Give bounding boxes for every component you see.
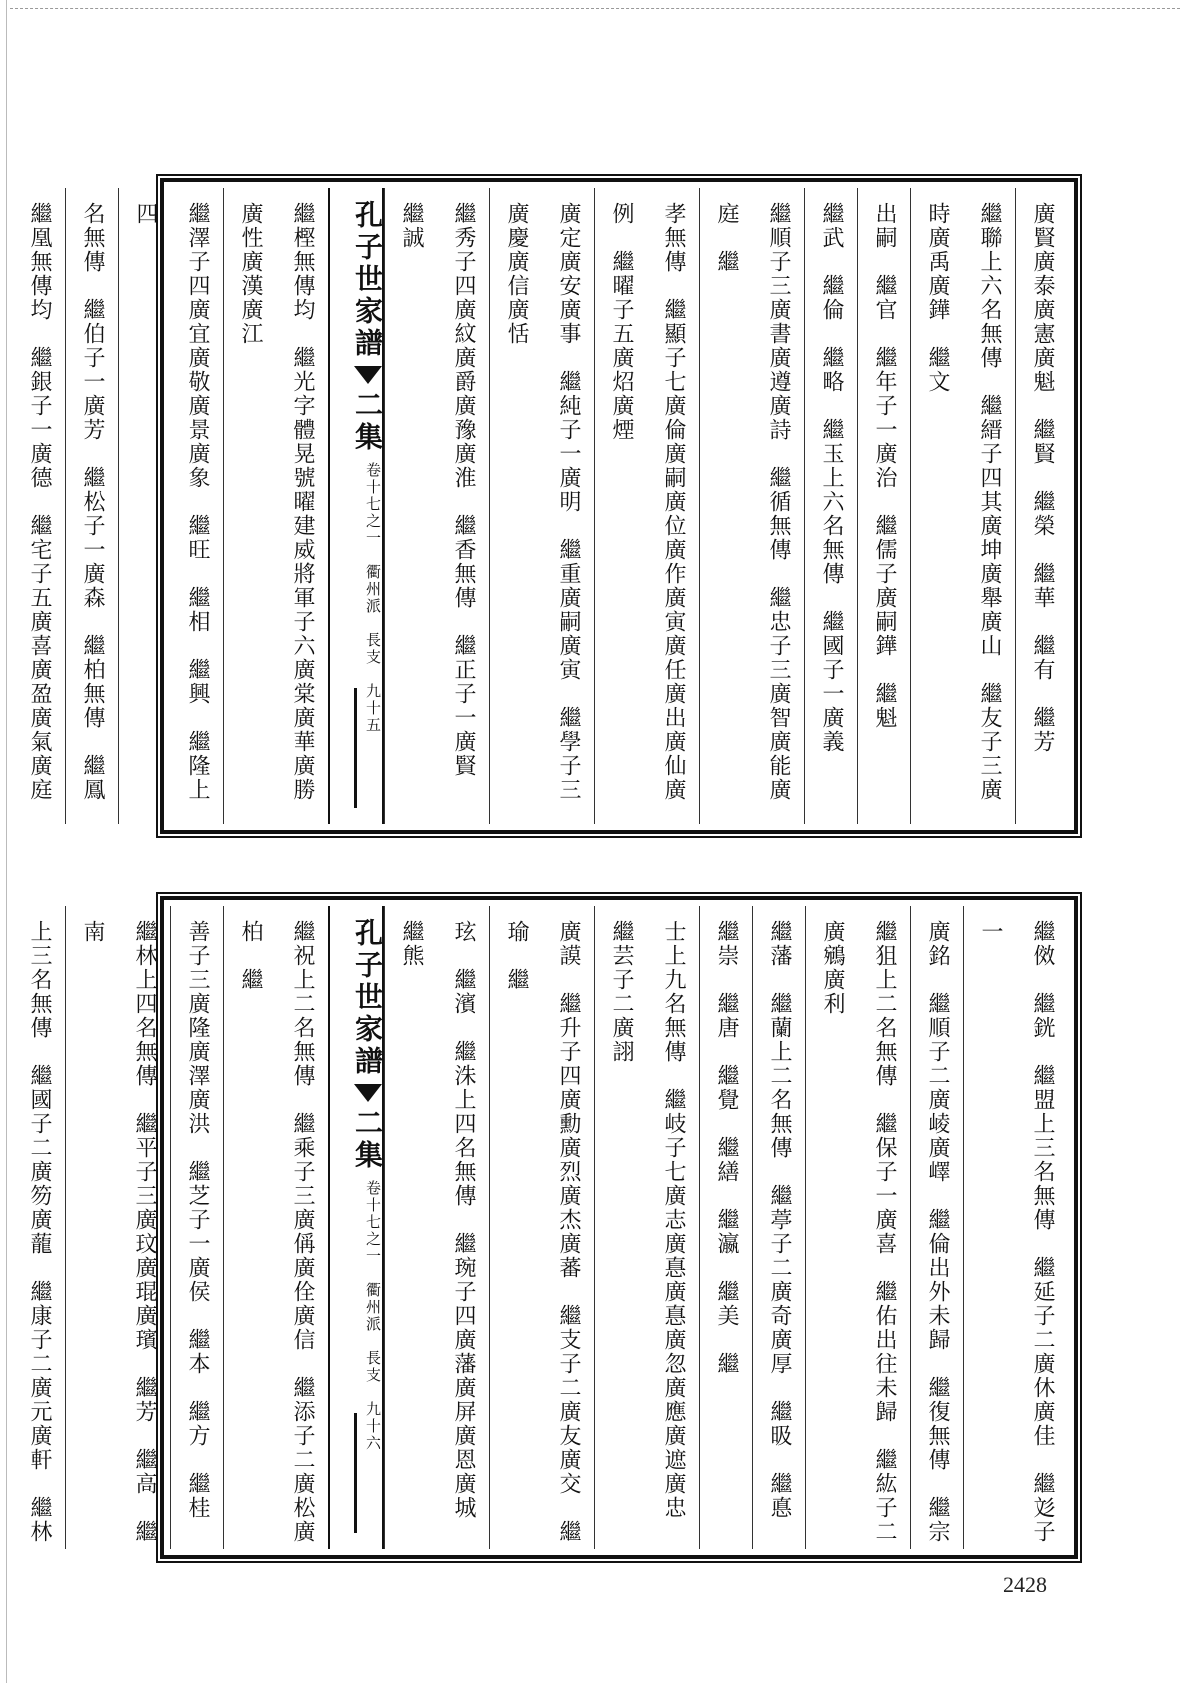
text-column: 繼聯上六名無傳 繼縉子四其廣坤廣舉廣山 繼友子三廣時廣禹廣鏵 繼文 bbox=[910, 188, 1015, 824]
center-header bbox=[328, 188, 384, 824]
page-columns bbox=[27, 188, 1068, 824]
text-column: 繼祝上二名無傳 繼乘子三廣偁廣佺廣信 繼添子二廣松廣柏 繼 bbox=[223, 906, 328, 1549]
volume-info: 卷十七之一 衢州派 長支 九十五 bbox=[364, 462, 382, 734]
text-column: 廣謨 繼升子四廣勳廣烈廣杰廣蕃 繼支子二廣友廣交 繼瑜 繼 bbox=[489, 906, 594, 1549]
fish-tail-mark-icon bbox=[354, 366, 382, 384]
text-column: 繼藩 繼蘭上二名無傳 繼葶子二廣奇廣厚 繼昅 繼悳 bbox=[752, 906, 805, 1549]
center-rule bbox=[354, 1413, 357, 1533]
text-column: 繼秀子四廣紋廣爵廣豫廣淮 繼香無傳 繼正子一廣賢 繼誠 bbox=[384, 188, 489, 824]
scan-top-marks bbox=[10, 8, 1180, 9]
book-title: 孔子世家譜 bbox=[351, 200, 384, 360]
text-column: 上三名無傳 繼國子二廣笏廣蘢 繼康子二廣元廣軒 繼林 bbox=[0, 906, 65, 1549]
center-header bbox=[328, 906, 384, 1549]
text-column: 出嗣 繼官 繼年子一廣治 繼儒子廣嗣鏵 繼魁 bbox=[857, 188, 910, 824]
text-column: 廣銘 繼順子二廣崚廣嶧 繼倫出外未歸 繼復無傳 繼宗 bbox=[910, 906, 963, 1549]
text-column: 孝無傳 繼顯子七廣倫廣嗣廣位廣作廣寅廣任廣出廣仙廣例 繼曜子五廣炤廣煙 bbox=[594, 188, 699, 824]
volume-info: 卷十七之一 衢州派 長支 九十六 bbox=[364, 1180, 382, 1452]
text-column: 繼林上四名無傳 繼平子三廣玟廣琨廣璸 繼芳 繼高 繼南 bbox=[65, 906, 170, 1549]
page-columns bbox=[27, 906, 1068, 1549]
center-rule bbox=[354, 688, 357, 808]
text-column: 繼狙上二名無傳 繼保子一廣喜 繼佑出往未歸 繼紘子二廣鵷廣利 bbox=[805, 906, 910, 1549]
text-column: 玹 繼濱 繼洙上四名無傳 繼琬子四廣藩廣屏廣恩廣城 繼熊 bbox=[384, 906, 489, 1549]
text-column: 繼傚 繼銧 繼盟上三名無傳 繼延子二廣休廣佳 繼彣子一 bbox=[963, 906, 1068, 1549]
text-column: 繼凰無傳均 繼銀子一廣德 繼宅子五廣喜廣盈廣氣廣庭 bbox=[0, 188, 65, 824]
text-column: 士上九名無傳 繼岐子七廣志廣惪廣惪廣忽廣應廣遮廣忠 繼芸子二廣詡 bbox=[594, 906, 699, 1549]
text-column: 繼澤子四廣宜廣敬廣景廣象 繼旺 繼相 繼興 繼隆上四 bbox=[118, 188, 223, 824]
collection-label: 二集 bbox=[351, 1108, 384, 1172]
text-column: 繼順子三廣書廣遵廣詩 繼循無傳 繼忠子三廣智廣能廣庭 繼 bbox=[699, 188, 804, 824]
text-column: 廣賢廣泰廣憲廣魁 繼賢 繼榮 繼華 繼有 繼芳 bbox=[1015, 188, 1068, 824]
fish-tail-mark-icon bbox=[354, 1084, 382, 1102]
collection-label: 二集 bbox=[351, 390, 384, 454]
text-column: 繼樫無傳均 繼光字體晃號曜建威將軍子六廣棠廣華廣勝廣性廣漢廣江 bbox=[223, 188, 328, 824]
text-column: 名無傳 繼伯子一廣芳 繼松子一廣森 繼柏無傳 繼鳳 bbox=[65, 188, 118, 824]
text-column: 繼崇 繼唐 繼覺 繼繕 繼瀛 繼美 繼 bbox=[699, 906, 752, 1549]
text-column: 繼武 繼倫 繼略 繼玉上六名無傳 繼國子一廣義 bbox=[804, 188, 857, 824]
text-column: 廣定廣安廣事 繼純子一廣明 繼重廣嗣廣寅 繼學子三廣慶廣信廣恬 bbox=[489, 188, 594, 824]
genealogy-page-upper bbox=[27, 178, 1078, 834]
book-title: 孔子世家譜 bbox=[351, 918, 384, 1078]
text-column: 善子三廣隆廣澤廣洪 繼芝子一廣侯 繼本 繼方 繼桂 bbox=[170, 906, 223, 1549]
genealogy-page-lower bbox=[27, 896, 1078, 1559]
page-number: 2428 bbox=[1003, 1572, 1047, 1597]
